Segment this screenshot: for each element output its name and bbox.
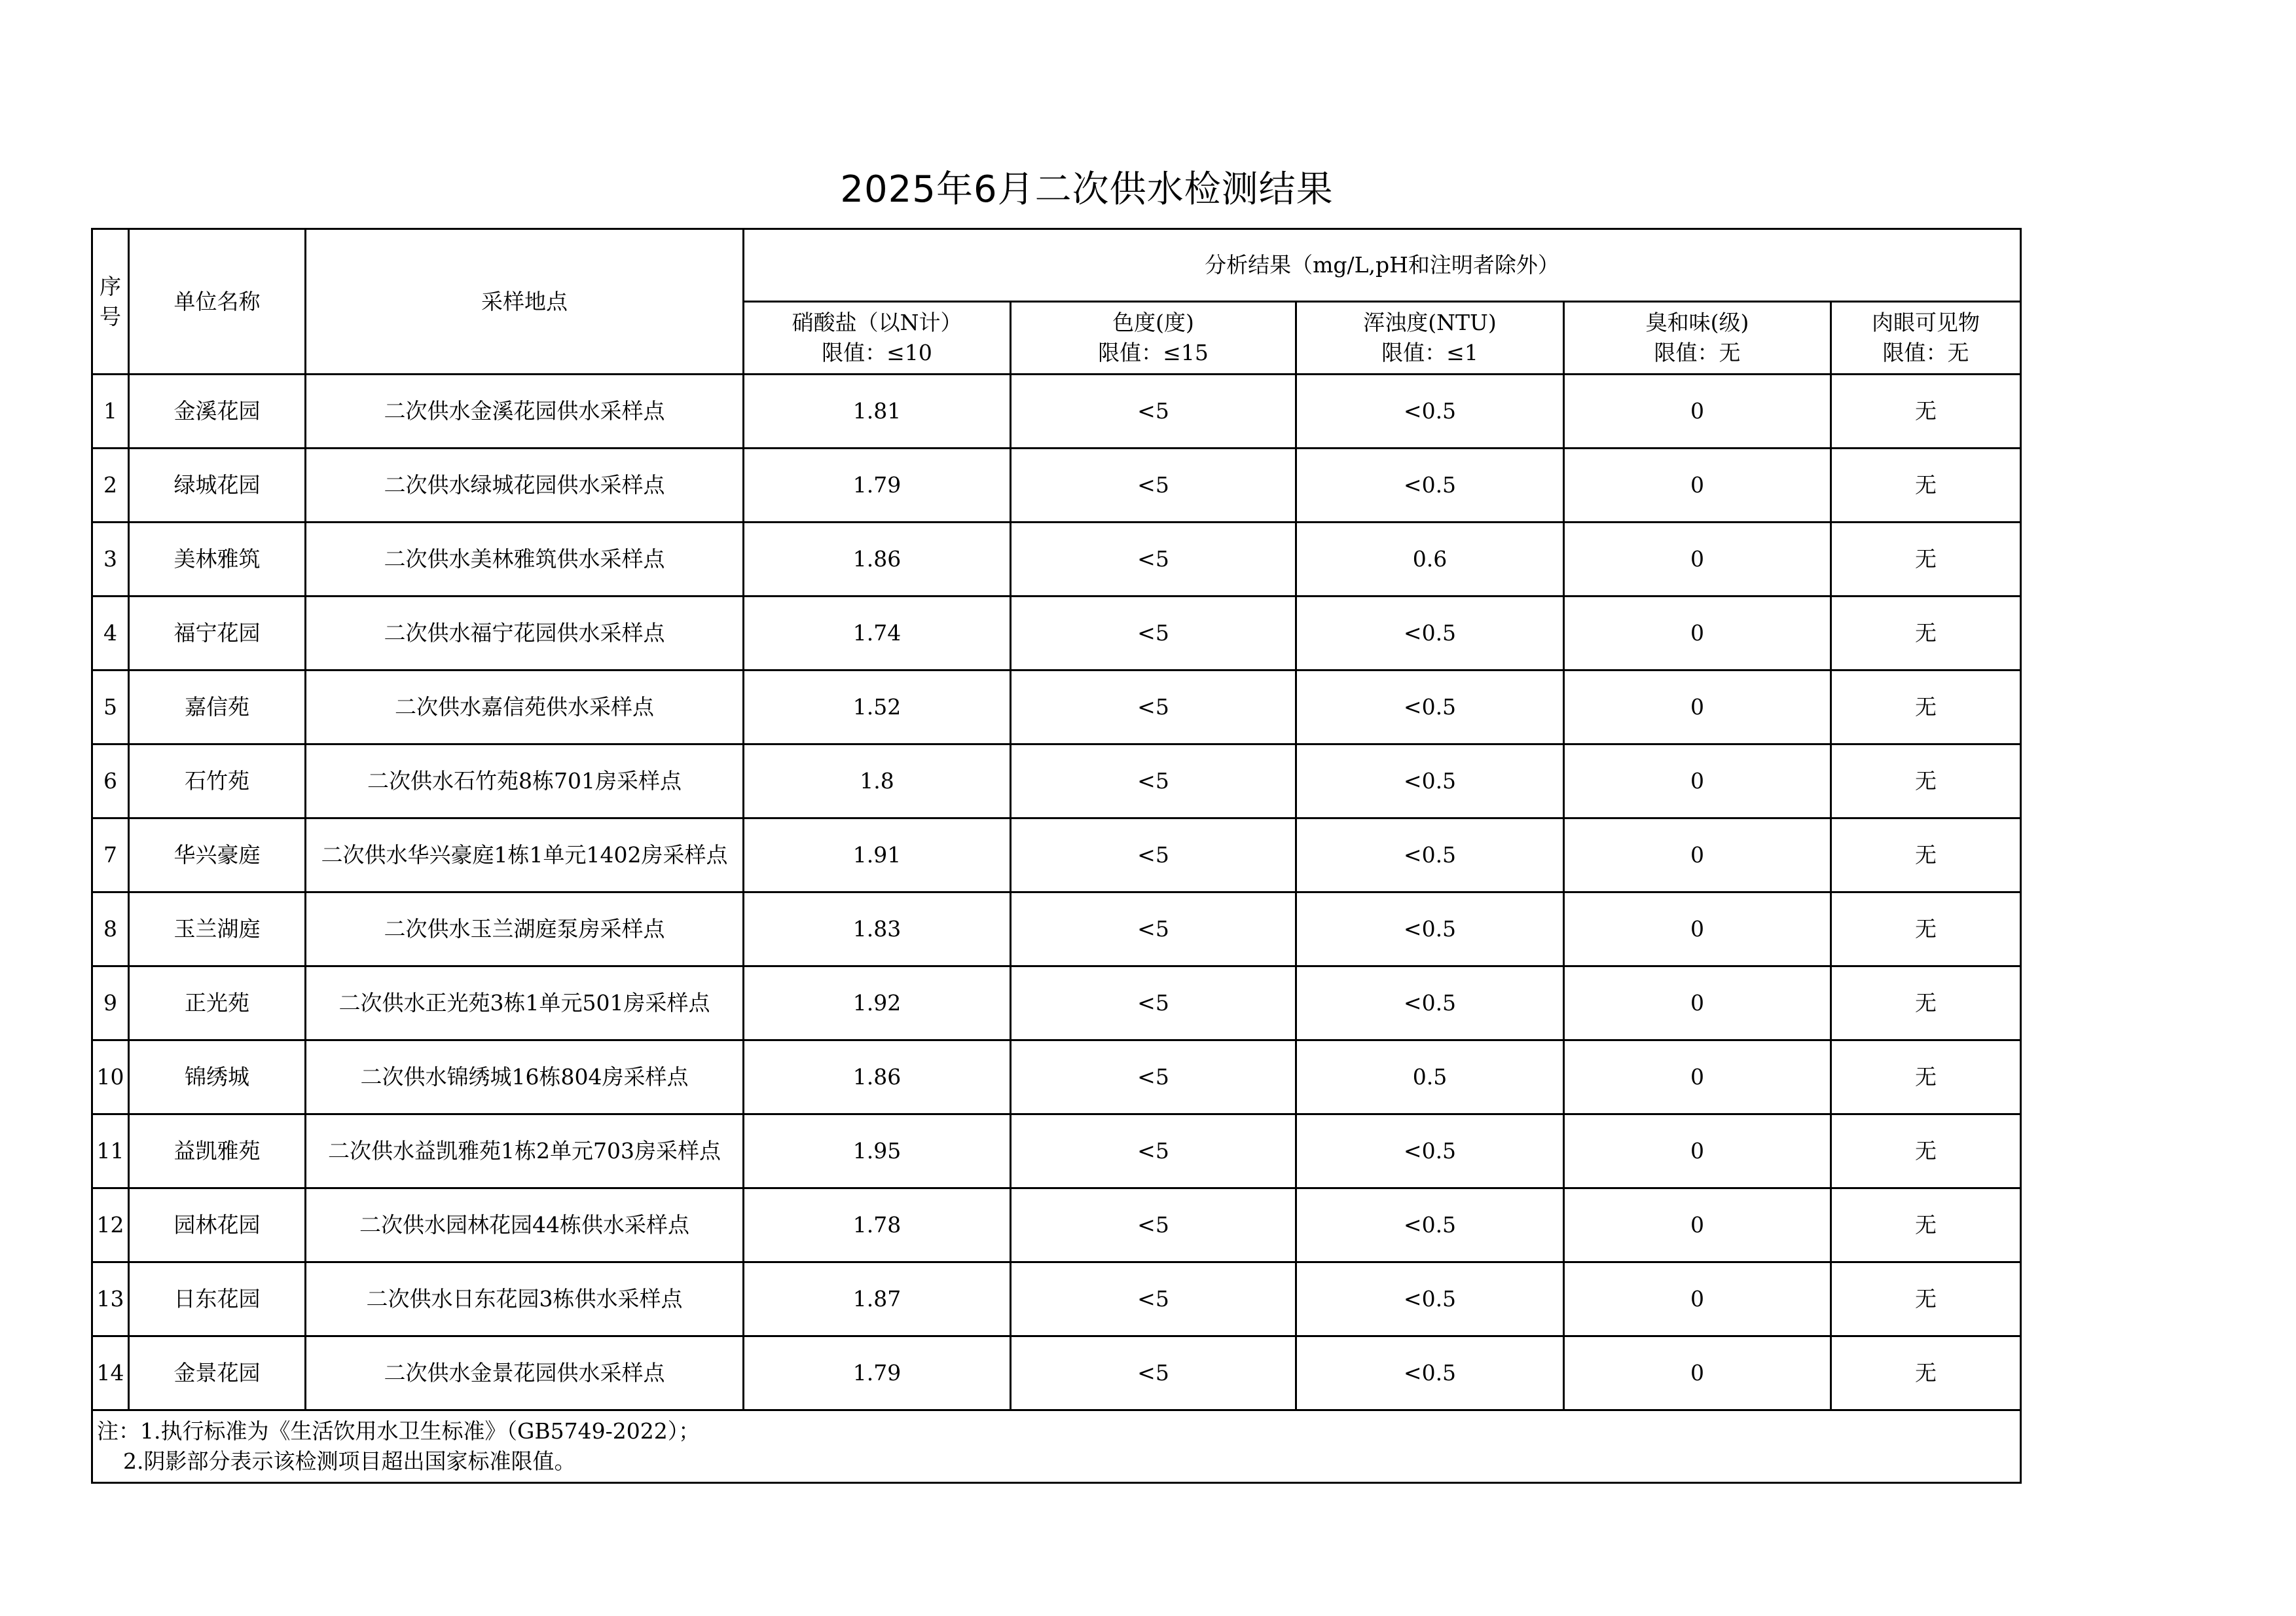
notes-cell <box>92 1410 2021 1483</box>
cell-seq: 8 <box>92 892 129 966</box>
cell-turbidity: 0.6 <box>1296 523 1564 597</box>
cell-turbidity: <0.5 <box>1296 597 1564 670</box>
cell-color: <5 <box>1011 1040 1296 1114</box>
cell-visible: 无 <box>1831 1188 2021 1262</box>
cell-visible: 无 <box>1831 523 2021 597</box>
cell-odor: 0 <box>1564 1114 1831 1188</box>
cell-location: 二次供水美林雅筑供水采样点 <box>306 523 744 597</box>
header-row-group <box>92 229 2021 302</box>
cell-color: <5 <box>1011 1188 1296 1262</box>
cell-nitrate: 1.8 <box>744 744 1011 818</box>
table-row <box>92 1114 2021 1188</box>
cell-color: <5 <box>1011 449 1296 523</box>
table-row <box>92 670 2021 744</box>
cell-location: 二次供水锦绣城16栋804房采样点 <box>306 1040 744 1114</box>
param-name: 硝酸盐（以N计） <box>792 310 962 335</box>
cell-location: 二次供水金景花园供水采样点 <box>306 1336 744 1410</box>
cell-odor: 0 <box>1564 1336 1831 1410</box>
cell-odor: 0 <box>1564 1188 1831 1262</box>
cell-visible: 无 <box>1831 818 2021 892</box>
table-row <box>92 966 2021 1040</box>
cell-unit: 正光苑 <box>129 966 306 1040</box>
cell-odor: 0 <box>1564 744 1831 818</box>
cell-unit: 美林雅筑 <box>129 523 306 597</box>
cell-location: 二次供水嘉信苑供水采样点 <box>306 670 744 744</box>
cell-turbidity: <0.5 <box>1296 966 1564 1040</box>
cell-seq: 13 <box>92 1262 129 1336</box>
param-name: 浑浊度(NTU) <box>1363 310 1497 335</box>
cell-odor: 0 <box>1564 375 1831 449</box>
cell-turbidity: 0.5 <box>1296 1040 1564 1114</box>
cell-color: <5 <box>1011 818 1296 892</box>
cell-odor: 0 <box>1564 966 1831 1040</box>
cell-color: <5 <box>1011 1114 1296 1188</box>
cell-unit: 华兴豪庭 <box>129 818 306 892</box>
cell-seq: 2 <box>92 449 129 523</box>
cell-seq: 7 <box>92 818 129 892</box>
cell-unit: 益凯雅苑 <box>129 1114 306 1188</box>
cell-odor: 0 <box>1564 597 1831 670</box>
cell-nitrate: 1.91 <box>744 818 1011 892</box>
results-table <box>91 228 2022 1484</box>
cell-location: 二次供水日东花园3栋供水采样点 <box>306 1262 744 1336</box>
cell-nitrate: 1.79 <box>744 1336 1011 1410</box>
cell-location: 二次供水益凯雅苑1栋2单元703房采样点 <box>306 1114 744 1188</box>
cell-unit: 园林花园 <box>129 1188 306 1262</box>
header-sample-location: 采样地点 <box>306 229 744 375</box>
cell-odor: 0 <box>1564 523 1831 597</box>
cell-visible: 无 <box>1831 966 2021 1040</box>
table-row <box>92 744 2021 818</box>
cell-odor: 0 <box>1564 670 1831 744</box>
cell-visible: 无 <box>1831 892 2021 966</box>
header-analysis-results: 分析结果（mg/L,pH和注明者除外） <box>744 229 2021 302</box>
cell-visible: 无 <box>1831 375 2021 449</box>
page-title: 2025年6月二次供水检测结果 <box>840 168 1334 211</box>
table-row <box>92 523 2021 597</box>
cell-visible: 无 <box>1831 597 2021 670</box>
cell-turbidity: <0.5 <box>1296 892 1564 966</box>
cell-odor: 0 <box>1564 818 1831 892</box>
cell-visible: 无 <box>1831 449 2021 523</box>
table-row <box>92 1336 2021 1410</box>
table-row <box>92 818 2021 892</box>
cell-nitrate: 1.86 <box>744 1040 1011 1114</box>
cell-nitrate: 1.79 <box>744 449 1011 523</box>
param-limit: 限值：无 <box>1654 340 1741 365</box>
cell-location: 二次供水正光苑3栋1单元501房采样点 <box>306 966 744 1040</box>
param-name: 色度(度) <box>1112 310 1194 335</box>
cell-seq: 10 <box>92 1040 129 1114</box>
cell-seq: 4 <box>92 597 129 670</box>
cell-color: <5 <box>1011 597 1296 670</box>
param-limit: 限值：无 <box>1882 340 1969 365</box>
cell-color: <5 <box>1011 744 1296 818</box>
table-row <box>92 597 2021 670</box>
cell-nitrate: 1.74 <box>744 597 1011 670</box>
cell-unit: 金溪花园 <box>129 375 306 449</box>
cell-location: 二次供水华兴豪庭1栋1单元1402房采样点 <box>306 818 744 892</box>
table-row <box>92 1188 2021 1262</box>
param-limit: 限值：≤15 <box>1098 340 1209 365</box>
cell-nitrate: 1.83 <box>744 892 1011 966</box>
cell-visible: 无 <box>1831 1262 2021 1336</box>
cell-visible: 无 <box>1831 1040 2021 1114</box>
header-param-nitrate <box>744 302 1011 375</box>
cell-turbidity: <0.5 <box>1296 670 1564 744</box>
param-name: 臭和味(级) <box>1645 310 1749 335</box>
cell-unit: 嘉信苑 <box>129 670 306 744</box>
cell-color: <5 <box>1011 892 1296 966</box>
cell-nitrate: 1.92 <box>744 966 1011 1040</box>
cell-nitrate: 1.87 <box>744 1262 1011 1336</box>
cell-seq: 5 <box>92 670 129 744</box>
cell-color: <5 <box>1011 1336 1296 1410</box>
table-row <box>92 892 2021 966</box>
cell-turbidity: <0.5 <box>1296 744 1564 818</box>
cell-color: <5 <box>1011 966 1296 1040</box>
cell-location: 二次供水园林花园44栋供水采样点 <box>306 1188 744 1262</box>
cell-nitrate: 1.86 <box>744 523 1011 597</box>
cell-nitrate: 1.78 <box>744 1188 1011 1262</box>
cell-unit: 日东花园 <box>129 1262 306 1336</box>
cell-color: <5 <box>1011 375 1296 449</box>
cell-seq: 1 <box>92 375 129 449</box>
cell-odor: 0 <box>1564 449 1831 523</box>
cell-unit: 福宁花园 <box>129 597 306 670</box>
cell-location: 二次供水石竹苑8栋701房采样点 <box>306 744 744 818</box>
param-name: 肉眼可见物 <box>1872 310 1980 335</box>
cell-turbidity: <0.5 <box>1296 449 1564 523</box>
notes-row <box>92 1410 2021 1483</box>
cell-turbidity: <0.5 <box>1296 1262 1564 1336</box>
param-limit: 限值：≤10 <box>822 340 932 365</box>
table-row <box>92 449 2021 523</box>
cell-visible: 无 <box>1831 670 2021 744</box>
cell-visible: 无 <box>1831 744 2021 818</box>
cell-location: 二次供水玉兰湖庭泵房采样点 <box>306 892 744 966</box>
cell-unit: 绿城花园 <box>129 449 306 523</box>
cell-color: <5 <box>1011 670 1296 744</box>
header-param-color <box>1011 302 1296 375</box>
cell-seq: 14 <box>92 1336 129 1410</box>
cell-seq: 12 <box>92 1188 129 1262</box>
cell-unit: 锦绣城 <box>129 1040 306 1114</box>
cell-seq: 9 <box>92 966 129 1040</box>
cell-nitrate: 1.81 <box>744 375 1011 449</box>
cell-visible: 无 <box>1831 1336 2021 1410</box>
cell-turbidity: <0.5 <box>1296 1336 1564 1410</box>
cell-color: <5 <box>1011 523 1296 597</box>
header-seq-char-2: 号 <box>100 303 121 329</box>
cell-seq: 11 <box>92 1114 129 1188</box>
cell-visible: 无 <box>1831 1114 2021 1188</box>
cell-odor: 0 <box>1564 1262 1831 1336</box>
cell-location: 二次供水金溪花园供水采样点 <box>306 375 744 449</box>
header-seq-char-1: 序 <box>100 273 121 299</box>
cell-unit: 金景花园 <box>129 1336 306 1410</box>
header-unit-name: 单位名称 <box>129 229 306 375</box>
cell-nitrate: 1.95 <box>744 1114 1011 1188</box>
header-param-visible-matter <box>1831 302 2021 375</box>
cell-location: 二次供水福宁花园供水采样点 <box>306 597 744 670</box>
param-limit: 限值：≤1 <box>1381 340 1478 365</box>
table-row <box>92 375 2021 449</box>
cell-odor: 0 <box>1564 892 1831 966</box>
cell-turbidity: <0.5 <box>1296 1188 1564 1262</box>
cell-seq: 3 <box>92 523 129 597</box>
header-param-odor <box>1564 302 1831 375</box>
cell-unit: 石竹苑 <box>129 744 306 818</box>
cell-turbidity: <0.5 <box>1296 818 1564 892</box>
cell-turbidity: <0.5 <box>1296 1114 1564 1188</box>
header-param-turbidity <box>1296 302 1564 375</box>
note-line-2: 2.阴影部分表示该检测项目超出国家标准限值。 <box>123 1448 576 1474</box>
cell-unit: 玉兰湖庭 <box>129 892 306 966</box>
cell-turbidity: <0.5 <box>1296 375 1564 449</box>
header-seq <box>92 229 129 375</box>
table-row <box>92 1262 2021 1336</box>
table-row <box>92 1040 2021 1114</box>
cell-seq: 6 <box>92 744 129 818</box>
table-body <box>92 375 2021 1483</box>
cell-odor: 0 <box>1564 1040 1831 1114</box>
cell-nitrate: 1.52 <box>744 670 1011 744</box>
cell-color: <5 <box>1011 1262 1296 1336</box>
cell-location: 二次供水绿城花园供水采样点 <box>306 449 744 523</box>
note-line-1: 注：1.执行标准为《生活饮用水卫生标准》（GB5749-2022）； <box>97 1418 701 1444</box>
